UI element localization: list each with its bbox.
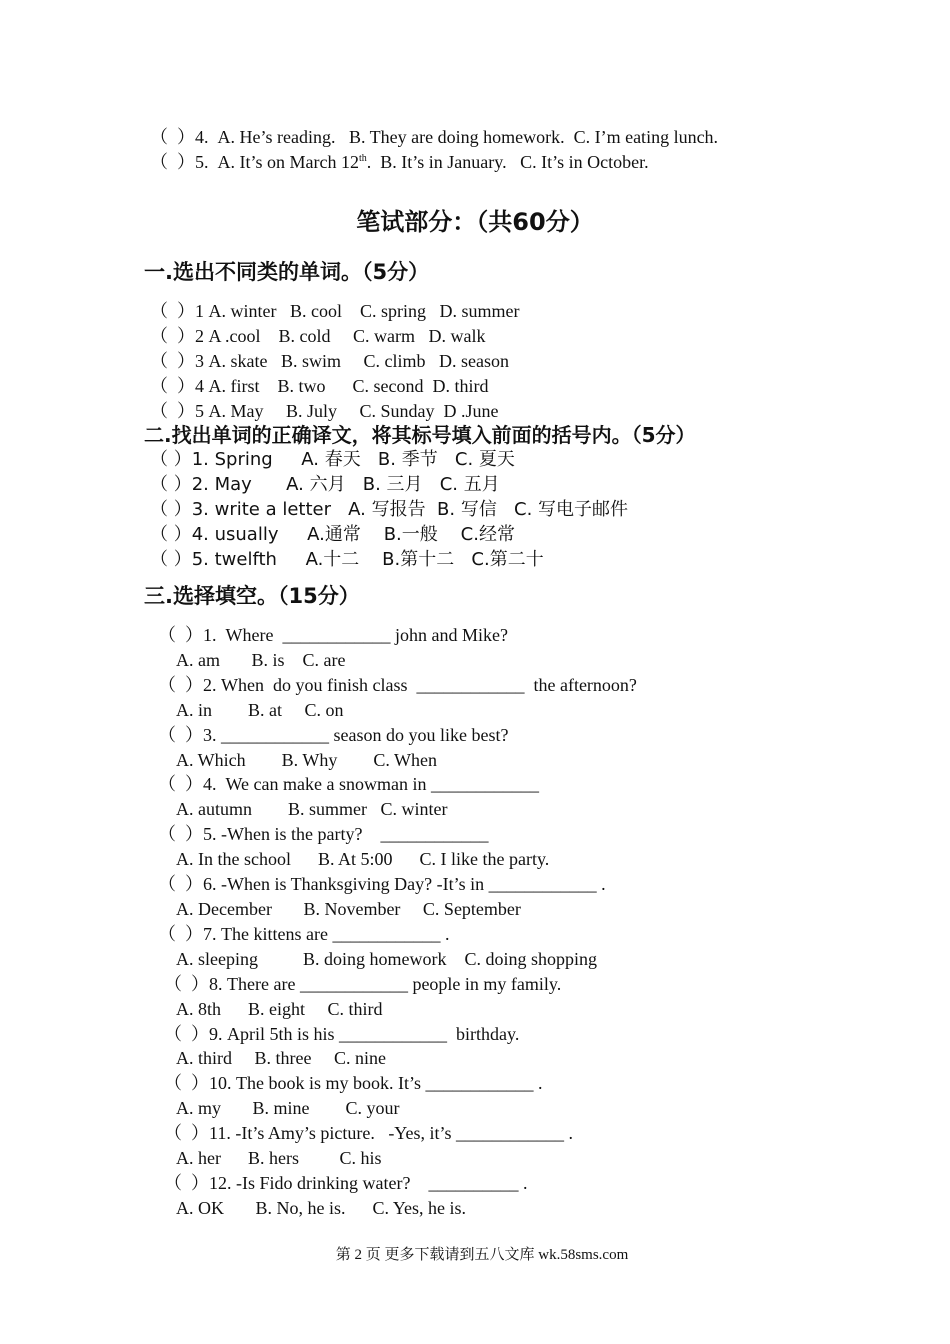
question-line: （ ）11. -It’s Amy’s picture. -Yes, it’s ____________ . xyxy=(164,1123,574,1143)
section-2-heading: 二.找出单词的正确译文，将其标号填入前面的括号内。（5分） xyxy=(144,423,696,447)
question-line: （ ）8. There are ____________ people in my family. xyxy=(164,974,562,994)
question-line: （ ）1. Where ____________ john and Mike? xyxy=(158,625,508,645)
question-line: （ ）6. -When is Thanksgiving Day? -It’s in ____________ . xyxy=(158,874,606,894)
listening-item-5-text: （ ）5. A. It’s on March 12 xyxy=(150,152,359,172)
listening-item-5 xyxy=(150,153,649,171)
odd-word-item: （ ）4 A. first B. two C. second D. third xyxy=(150,376,489,396)
page-footer: 第 2 页 更多下载请到五八文库 wk.58sms.com xyxy=(335,1247,629,1263)
listening-item-4: （ ）4. A. He’s reading. B. They are doing homework. C. I’m eating lunch. xyxy=(150,127,719,147)
question-options: A. In the school B. At 5:00 C. I like the party. xyxy=(176,849,550,869)
question-line: （ ）3. ____________ season do you like best? xyxy=(158,725,509,745)
section-3-heading: 三.选择填空。（15分） xyxy=(144,584,360,608)
question-options: A. in B. at C. on xyxy=(176,700,344,720)
translation-item: （ ）4. usually A.通常 B.一般 C.经常 xyxy=(150,524,515,545)
question-line: （ ）10. The book is my book. It’s ____________ . xyxy=(164,1073,543,1093)
question-line: （ ）7. The kittens are ____________ . xyxy=(158,924,450,944)
question-options: A. December B. November C. September xyxy=(176,899,521,919)
question-options: A. autumn B. summer C. winter xyxy=(176,799,448,819)
question-line: （ ）12. -Is Fido drinking water? __________ . xyxy=(164,1173,528,1193)
question-line: （ ）9. April 5th is his ____________ birthday. xyxy=(164,1024,520,1044)
page-title: 笔试部分：（共60分） xyxy=(356,208,594,236)
translation-item: （ ）3. write a letter A. 写报告 B. 写信 C. 写电子邮件 xyxy=(150,499,629,520)
question-options: A. Which B. Why C. When xyxy=(176,750,437,770)
odd-word-item: （ ）2 A .cool B. cold C. warm D. walk xyxy=(150,326,486,346)
question-options: A. my B. mine C. your xyxy=(176,1098,400,1118)
question-line: （ ）2. When do you finish class ____________ the afternoon? xyxy=(158,675,637,695)
section-1-heading: 一.选出不同类的单词。（5分） xyxy=(144,260,430,284)
ordinal-suffix: th xyxy=(358,153,367,164)
translation-item: （ ）1. Spring A. 春天 B. 季节 C. 夏天 xyxy=(150,449,515,470)
question-options: A. am B. is C. are xyxy=(176,650,346,670)
question-options: A. 8th B. eight C. third xyxy=(176,999,383,1019)
listening-item-5-rest: . B. It’s in January. C. It’s in October. xyxy=(366,152,649,172)
question-options: A. sleeping B. doing homework C. doing shopping xyxy=(176,949,597,969)
translation-item: （ ）5. twelfth A.十二 B.第十二 C.第二十 xyxy=(150,549,544,570)
question-options: A. her B. hers C. his xyxy=(176,1148,382,1168)
question-options: A. OK B. No, he is. C. Yes, he is. xyxy=(176,1198,467,1218)
odd-word-item: （ ）3 A. skate B. swim C. climb D. season xyxy=(150,351,509,371)
odd-word-item: （ ）5 A. May B. July C. Sunday D .June xyxy=(150,401,499,421)
question-line: （ ）4. We can make a snowman in ____________ xyxy=(158,774,539,794)
question-options: A. third B. three C. nine xyxy=(176,1048,386,1068)
odd-word-item: （ ）1 A. winter B. cool C. spring D. summer xyxy=(150,301,520,321)
translation-item: （ ）2. May A. 六月 B. 三月 C. 五月 xyxy=(150,474,500,495)
question-line: （ ）5. -When is the party? ____________ xyxy=(158,824,489,844)
